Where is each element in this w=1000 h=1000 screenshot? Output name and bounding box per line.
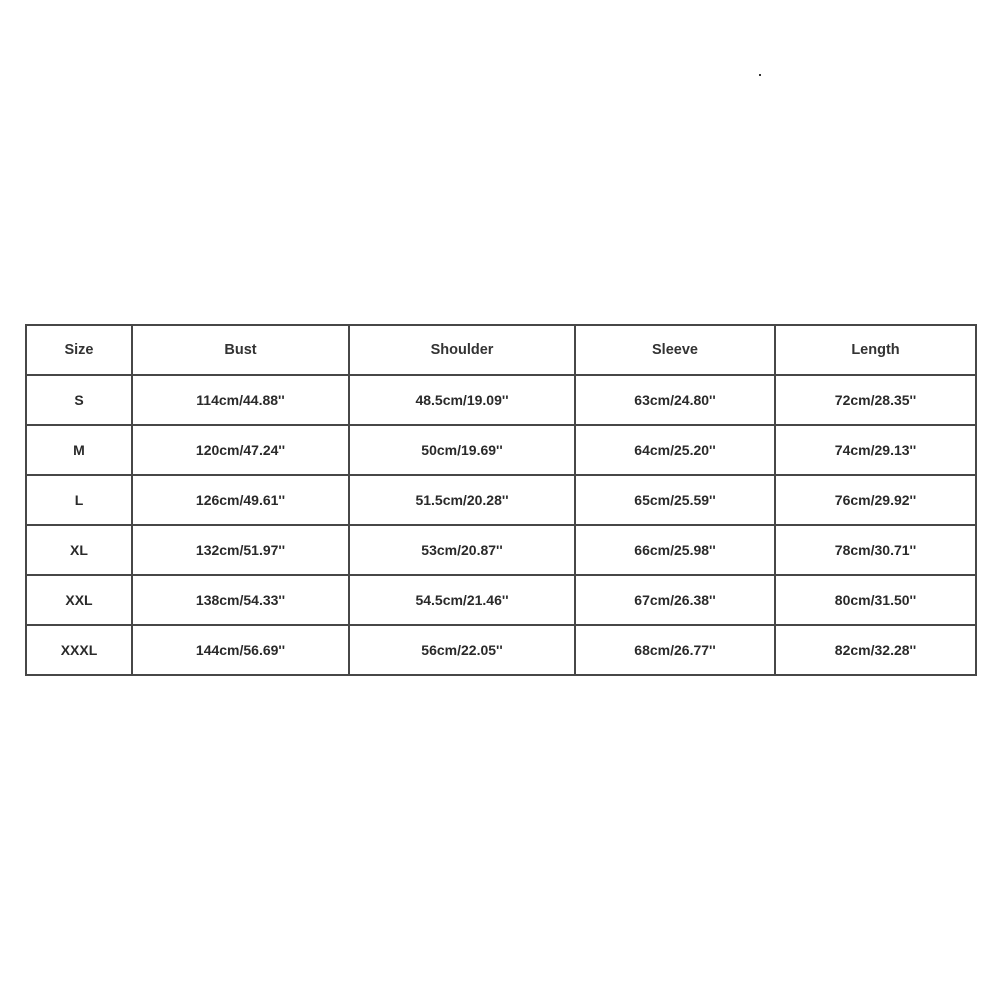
cell-bust: 138cm/54.33'' — [132, 575, 349, 625]
table-row — [26, 625, 976, 675]
cell-length: 76cm/29.92'' — [775, 475, 976, 525]
cell-shoulder: 53cm/20.87'' — [349, 525, 575, 575]
cell-shoulder: 51.5cm/20.28'' — [349, 475, 575, 525]
header-shoulder: Shoulder — [349, 325, 575, 375]
cell-sleeve: 67cm/26.38'' — [575, 575, 775, 625]
cell-sleeve: 64cm/25.20'' — [575, 425, 775, 475]
cell-sleeve: 63cm/24.80'' — [575, 375, 775, 425]
cell-length: 80cm/31.50'' — [775, 575, 976, 625]
cell-length: 72cm/28.35'' — [775, 375, 976, 425]
cell-sleeve: 66cm/25.98'' — [575, 525, 775, 575]
cell-length: 82cm/32.28'' — [775, 625, 976, 675]
table-row — [26, 375, 976, 425]
cell-size: L — [26, 475, 132, 525]
table-row — [26, 475, 976, 525]
cell-bust: 144cm/56.69'' — [132, 625, 349, 675]
cell-sleeve: 68cm/26.77'' — [575, 625, 775, 675]
cell-size: M — [26, 425, 132, 475]
header-row — [26, 325, 976, 375]
cell-bust: 120cm/47.24'' — [132, 425, 349, 475]
cell-shoulder: 48.5cm/19.09'' — [349, 375, 575, 425]
header-bust: Bust — [132, 325, 349, 375]
cell-length: 74cm/29.13'' — [775, 425, 976, 475]
size-chart-table — [25, 324, 977, 676]
table-row — [26, 525, 976, 575]
stray-dot — [759, 74, 761, 76]
cell-size: XXXL — [26, 625, 132, 675]
header-length: Length — [775, 325, 976, 375]
cell-bust: 132cm/51.97'' — [132, 525, 349, 575]
table-row — [26, 425, 976, 475]
cell-size: S — [26, 375, 132, 425]
header-size: Size — [26, 325, 132, 375]
cell-shoulder: 54.5cm/21.46'' — [349, 575, 575, 625]
cell-size: XL — [26, 525, 132, 575]
cell-size: XXL — [26, 575, 132, 625]
header-sleeve: Sleeve — [575, 325, 775, 375]
cell-bust: 126cm/49.61'' — [132, 475, 349, 525]
cell-shoulder: 50cm/19.69'' — [349, 425, 575, 475]
cell-shoulder: 56cm/22.05'' — [349, 625, 575, 675]
table-row — [26, 575, 976, 625]
cell-bust: 114cm/44.88'' — [132, 375, 349, 425]
cell-sleeve: 65cm/25.59'' — [575, 475, 775, 525]
cell-length: 78cm/30.71'' — [775, 525, 976, 575]
